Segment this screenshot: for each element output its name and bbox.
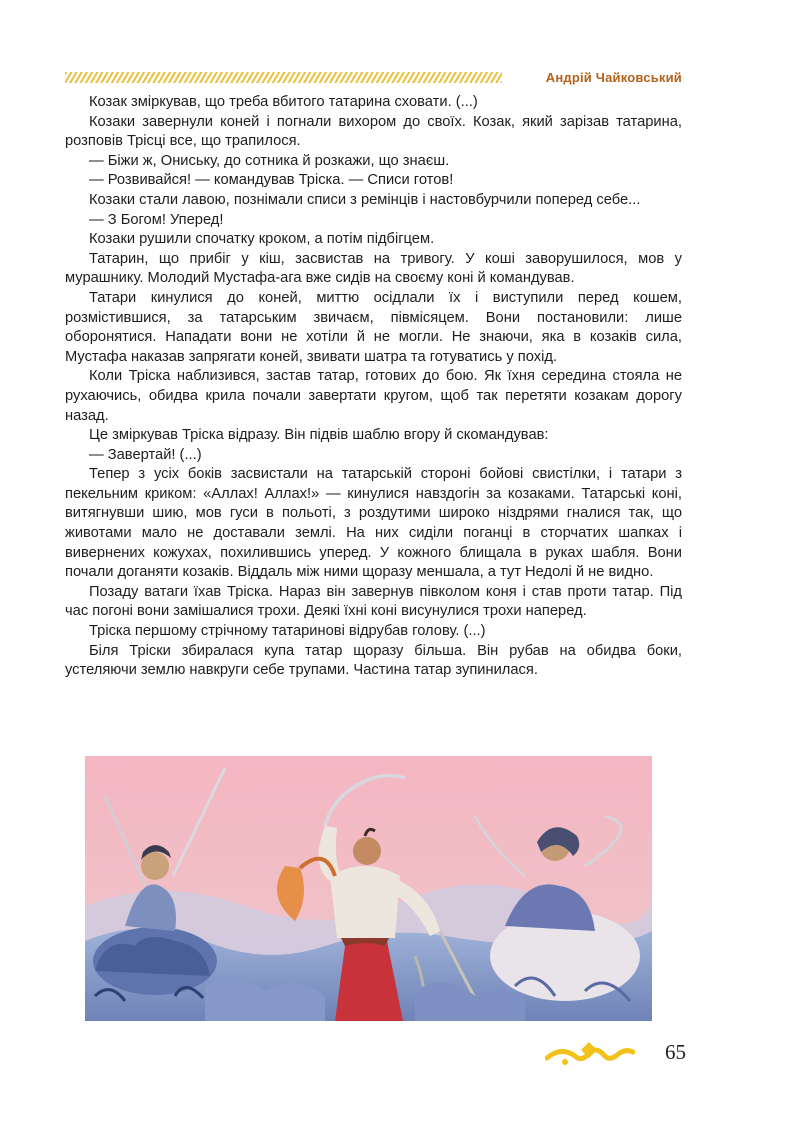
paragraph: Козак зміркував, що треба вбитого татарина сховати. (...) bbox=[89, 94, 478, 110]
paragraph: — Завертай! (...) bbox=[89, 446, 202, 463]
paragraph: Позаду ватаги їхав Тріска. Нараз він завернув півколом коня і став проти татар. Під час погоні вони замішалися трохи. Деякі їхні коні висунулися трохи наперед. bbox=[65, 583, 682, 620]
story-text bbox=[65, 93, 682, 681]
paragraph: Це зміркував Тріска відразу. Він підвів шаблю вгору й скомандував: bbox=[89, 427, 549, 444]
paragraph: Тріска першому стрічному татаринові відрубав голову. (...) bbox=[89, 623, 486, 640]
paragraph: Козаки стали лавою, познімали списи з ремінців і настовбурчили поперед себе... bbox=[89, 191, 641, 208]
paragraph: — Розвивайся! — командував Тріска. — Списи готов! bbox=[89, 172, 454, 189]
paragraph: Коли Тріска наблизився, застав татар, готових до бою. Як їхня середина стояла не рухаючись, обидва крила почали завертати кругом, щоб так перетяти козакам дорогу назад. bbox=[65, 368, 682, 424]
paragraph: Біля Тріски збиралася купа татар щоразу більша. Він рубав на обидва боки, устеляючи землю навкруги себе трупами. Частина татар зупинилася. bbox=[65, 642, 682, 679]
footer-ornament-icon bbox=[545, 1040, 635, 1070]
paragraph: Козаки рушили спочатку кроком, а потім підбігцем. bbox=[89, 231, 435, 248]
paragraph: Татари кинулися до коней, миттю осідлали їх і виступили перед кошем, розмістившися, за татарським звичаєм, півмісяцем. Вони постановили: лише оборонятися. Нападати вони не хотіли й не могли. Не знаючи, яка в козаків сила, Мустафа наказав запрягати коней, звивати шатра та готуватись у похід. bbox=[65, 289, 682, 365]
page-number: 65 bbox=[665, 1040, 686, 1064]
paragraph: Татарин, що прибіг у кіш, засвистав на тривогу. У коші заворушилося, мов у мурашнику. Молодий Мустафа-ага вже сидів на своєму коні й командував. bbox=[65, 250, 682, 287]
paragraph: — Біжи ж, Ониську, до сотника й розкажи, що знаєш. bbox=[89, 152, 450, 169]
paragraph: Тепер з усіх боків засвистали на татарській стороні бойові свистілки, і татари з пекельним криком: «Аллах! Аллах!» — кинулися навздогін за козаками. Татарські коні, витягнувши шию, мов гуси в польоті, з роздутими широко ніздрями гналися так, що животами мало не доставали землі. На них сиділи поганці в сторчатих шапках і вивернених кожухах, похилившись уперед. У кожного блищала в руках шабля. Вони почали доганяти козаків. Віддаль між ними щоразу меншала, а тут Недолі й не видно. bbox=[65, 466, 682, 581]
battle-illustration bbox=[85, 756, 652, 1021]
paragraph: — З Богом! Уперед! bbox=[89, 211, 224, 228]
running-head-author: Андрій Чайковський bbox=[545, 70, 682, 85]
paragraph: Козаки завернули коней і погнали вихором до своїх. Козак, який зарізав татарина, розповів Трісці все, що трапилося. bbox=[65, 113, 682, 150]
header-decorative-band bbox=[65, 72, 502, 83]
